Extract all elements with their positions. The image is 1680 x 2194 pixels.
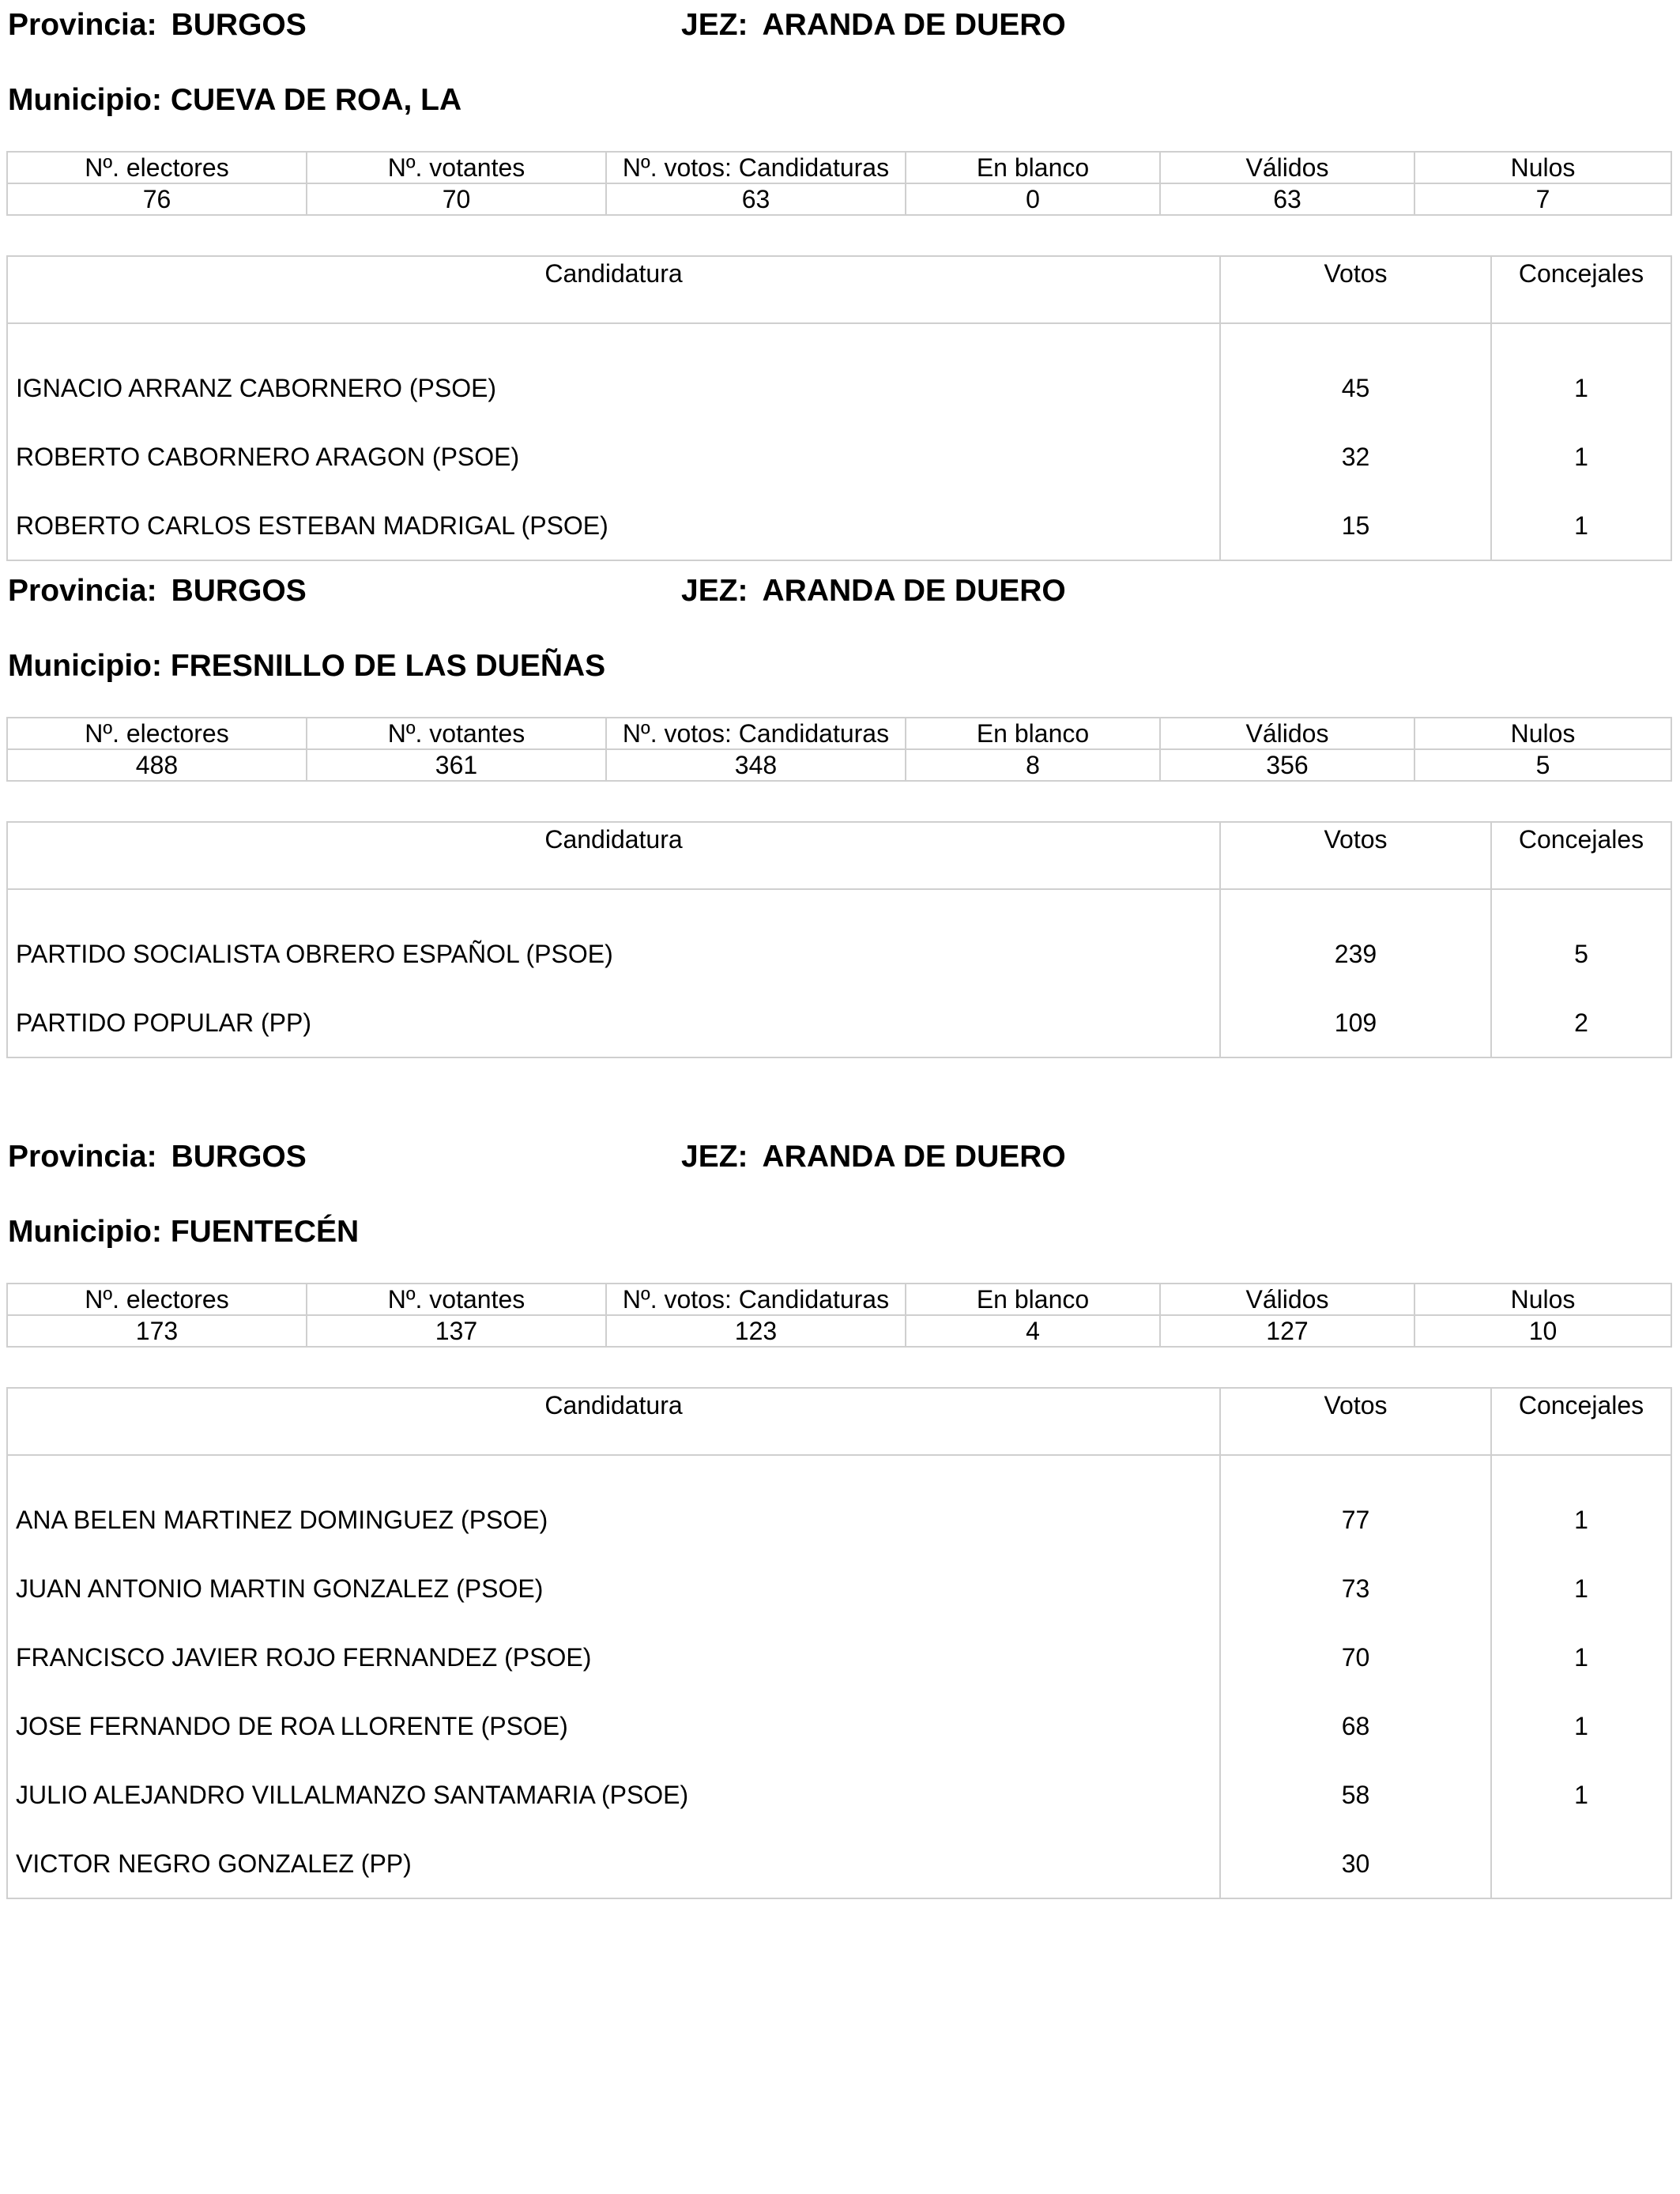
votos-header: Votos xyxy=(1220,1388,1491,1455)
provincia-value: BURGOS xyxy=(171,1140,307,1174)
candidate-concejales: 1 xyxy=(1491,1760,1671,1829)
jez-label: JEZ: xyxy=(681,8,748,42)
candidates-header-row xyxy=(7,822,1671,889)
en-blanco-value: 0 xyxy=(906,183,1160,215)
electores-header: Nº. electores xyxy=(7,1284,307,1315)
validos-header: Válidos xyxy=(1160,152,1414,183)
municipio-value: FUENTECÉN xyxy=(170,1215,360,1249)
electores-value: 76 xyxy=(7,183,307,215)
concejales-header: Concejales xyxy=(1491,1388,1671,1455)
electores-header: Nº. electores xyxy=(7,718,307,749)
candidate-name: JUAN ANTONIO MARTIN GONZALEZ (PSOE) xyxy=(7,1554,1220,1623)
municipio-line xyxy=(8,646,605,687)
nulos-value: 5 xyxy=(1414,749,1671,781)
candidate-name: IGNACIO ARRANZ CABORNERO (PSOE) xyxy=(7,323,1220,422)
summary-value-row xyxy=(7,183,1671,215)
provincia-value: BURGOS xyxy=(171,574,307,608)
table-row xyxy=(7,1623,1671,1691)
candidates-header-row xyxy=(7,1388,1671,1455)
nulos-header: Nulos xyxy=(1414,1284,1671,1315)
candidate-concejales xyxy=(1491,1829,1671,1898)
jez-line xyxy=(681,5,1066,46)
nulos-value: 10 xyxy=(1414,1315,1671,1347)
provincia-label: Provincia: xyxy=(8,1140,157,1174)
jez-label: JEZ: xyxy=(681,574,748,608)
en-blanco-header: En blanco xyxy=(906,718,1160,749)
candidate-votos: 58 xyxy=(1220,1760,1491,1829)
table-row xyxy=(7,1760,1671,1829)
validos-value: 127 xyxy=(1160,1315,1414,1347)
nulos-header: Nulos xyxy=(1414,718,1671,749)
provincia-label: Provincia: xyxy=(8,574,157,608)
validos-header: Válidos xyxy=(1160,1284,1414,1315)
votantes-header: Nº. votantes xyxy=(307,718,606,749)
candidatura-header: Candidatura xyxy=(7,1388,1220,1455)
candidatura-header: Candidatura xyxy=(7,256,1220,323)
provincia-line xyxy=(8,1137,307,1178)
candidate-name: ANA BELEN MARTINEZ DOMINGUEZ (PSOE) xyxy=(7,1455,1220,1554)
candidate-votos: 109 xyxy=(1220,988,1491,1057)
summary-header-row xyxy=(7,152,1671,183)
candidate-name: ROBERTO CABORNERO ARAGON (PSOE) xyxy=(7,422,1220,491)
votantes-value: 70 xyxy=(307,183,606,215)
en-blanco-header: En blanco xyxy=(906,1284,1160,1315)
candidate-votos: 239 xyxy=(1220,889,1491,988)
municipio-label: Municipio: xyxy=(8,83,162,117)
municipio-label: Municipio: xyxy=(8,649,162,683)
candidates-table xyxy=(6,821,1672,1058)
votantes-header: Nº. votantes xyxy=(307,1284,606,1315)
candidate-votos: 15 xyxy=(1220,491,1491,560)
candidate-votos: 70 xyxy=(1220,1623,1491,1691)
table-row xyxy=(7,323,1671,422)
table-row xyxy=(7,988,1671,1057)
en-blanco-header: En blanco xyxy=(906,152,1160,183)
municipio-value: CUEVA DE ROA, LA xyxy=(170,83,462,117)
candidate-votos: 45 xyxy=(1220,323,1491,422)
en-blanco-value: 4 xyxy=(906,1315,1160,1347)
candidate-votos: 30 xyxy=(1220,1829,1491,1898)
candidate-concejales: 2 xyxy=(1491,988,1671,1057)
concejales-header: Concejales xyxy=(1491,822,1671,889)
municipio-value: FRESNILLO DE LAS DUEÑAS xyxy=(170,649,606,683)
votos-candidaturas-value: 123 xyxy=(606,1315,906,1347)
candidate-votos: 32 xyxy=(1220,422,1491,491)
candidate-concejales: 5 xyxy=(1491,889,1671,988)
validos-header: Válidos xyxy=(1160,718,1414,749)
provincia-value: BURGOS xyxy=(171,8,307,42)
summary-value-row xyxy=(7,749,1671,781)
nulos-value: 7 xyxy=(1414,183,1671,215)
table-row xyxy=(7,889,1671,988)
electores-header: Nº. electores xyxy=(7,152,307,183)
candidate-concejales: 1 xyxy=(1491,1554,1671,1623)
candidate-concejales: 1 xyxy=(1491,491,1671,560)
candidate-name: JOSE FERNANDO DE ROA LLORENTE (PSOE) xyxy=(7,1691,1220,1760)
candidate-name: PARTIDO SOCIALISTA OBRERO ESPAÑOL (PSOE) xyxy=(7,889,1220,988)
candidate-name: FRANCISCO JAVIER ROJO FERNANDEZ (PSOE) xyxy=(7,1623,1220,1691)
votos-candidaturas-header: Nº. votos: Candidaturas xyxy=(606,718,906,749)
table-row xyxy=(7,422,1671,491)
jez-value: ARANDA DE DUERO xyxy=(762,574,1066,608)
candidate-concejales: 1 xyxy=(1491,422,1671,491)
votantes-header: Nº. votantes xyxy=(307,152,606,183)
table-row xyxy=(7,1455,1671,1554)
candidate-name: ROBERTO CARLOS ESTEBAN MADRIGAL (PSOE) xyxy=(7,491,1220,560)
jez-line xyxy=(681,571,1066,612)
candidates-table xyxy=(6,1387,1672,1899)
votos-header: Votos xyxy=(1220,256,1491,323)
candidate-votos: 68 xyxy=(1220,1691,1491,1760)
en-blanco-value: 8 xyxy=(906,749,1160,781)
candidates-table xyxy=(6,255,1672,561)
votantes-value: 137 xyxy=(307,1315,606,1347)
jez-value: ARANDA DE DUERO xyxy=(762,8,1066,42)
candidate-concejales: 1 xyxy=(1491,1691,1671,1760)
candidate-name: VICTOR NEGRO GONZALEZ (PP) xyxy=(7,1829,1220,1898)
summary-table xyxy=(6,717,1672,782)
votos-candidaturas-value: 63 xyxy=(606,183,906,215)
summary-value-row xyxy=(7,1315,1671,1347)
votos-candidaturas-header: Nº. votos: Candidaturas xyxy=(606,152,906,183)
candidate-name: PARTIDO POPULAR (PP) xyxy=(7,988,1220,1057)
municipio-label: Municipio: xyxy=(8,1215,162,1249)
table-row xyxy=(7,491,1671,560)
table-row xyxy=(7,1691,1671,1760)
votos-candidaturas-header: Nº. votos: Candidaturas xyxy=(606,1284,906,1315)
provincia-line xyxy=(8,5,307,46)
summary-table xyxy=(6,151,1672,216)
votantes-value: 361 xyxy=(307,749,606,781)
candidate-concejales: 1 xyxy=(1491,1455,1671,1554)
table-row xyxy=(7,1829,1671,1898)
candidates-header-row xyxy=(7,256,1671,323)
nulos-header: Nulos xyxy=(1414,152,1671,183)
jez-line xyxy=(681,1137,1066,1178)
candidate-name: JULIO ALEJANDRO VILLALMANZO SANTAMARIA (PSOE) xyxy=(7,1760,1220,1829)
jez-value: ARANDA DE DUERO xyxy=(762,1140,1066,1174)
provincia-line xyxy=(8,571,307,612)
summary-header-row xyxy=(7,718,1671,749)
candidate-concejales: 1 xyxy=(1491,323,1671,422)
jez-label: JEZ: xyxy=(681,1140,748,1174)
candidate-concejales: 1 xyxy=(1491,1623,1671,1691)
candidatura-header: Candidatura xyxy=(7,822,1220,889)
validos-value: 356 xyxy=(1160,749,1414,781)
summary-header-row xyxy=(7,1284,1671,1315)
concejales-header: Concejales xyxy=(1491,256,1671,323)
table-row xyxy=(7,1554,1671,1623)
validos-value: 63 xyxy=(1160,183,1414,215)
votos-candidaturas-value: 348 xyxy=(606,749,906,781)
provincia-label: Provincia: xyxy=(8,8,157,42)
candidate-votos: 73 xyxy=(1220,1554,1491,1623)
votos-header: Votos xyxy=(1220,822,1491,889)
electores-value: 173 xyxy=(7,1315,307,1347)
municipio-line xyxy=(8,80,461,121)
candidate-votos: 77 xyxy=(1220,1455,1491,1554)
electores-value: 488 xyxy=(7,749,307,781)
summary-table xyxy=(6,1283,1672,1348)
municipio-line xyxy=(8,1212,359,1253)
